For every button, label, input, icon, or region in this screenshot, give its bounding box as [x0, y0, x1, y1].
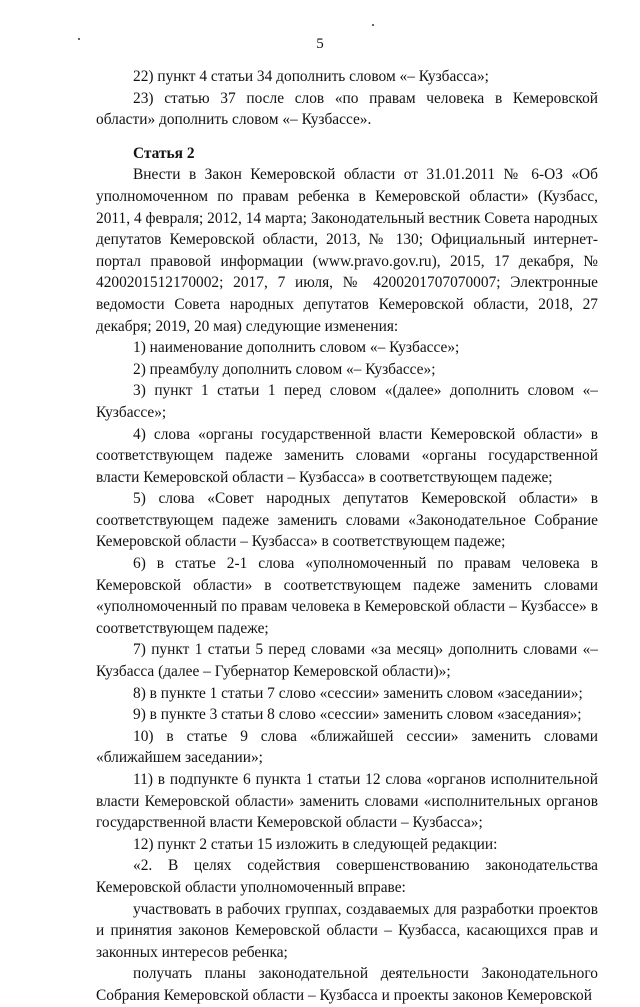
paragraph: 12) пункт 2 статьи 15 изложить в следующей редакции:	[133, 835, 498, 853]
paragraph: Внести в Закон Кемеровской области от 31.01.2011 № 6-ОЗ «Об уполномоченном по правам ребенка в Кемеровской области» (Кузбасс, 2011, 4 февраля; 2012, 14 марта; Законодательный вестник Совета народных депутатов Кемеровской области, 2013, № 130; Официальный интернет-портал правовой информации (www.pravo.gov.ru), 2015, 17 декабря, № 4200201512170002; 2017, 7 июля, № 4200201707070007; Электронные ведомости Совета народных депутатов Кемеровской области, 2018, 27 декабря; 2019, 20 мая) следующие изменения:	[96, 166, 598, 335]
scan-speck	[372, 24, 374, 26]
page-number: 5	[316, 36, 324, 52]
paragraph: 8) в пункте 1 статьи 7 слово «сессии» заменить словом «заседании»;	[133, 684, 583, 702]
paragraph: 4) слова «органы государственной власти Кемеровской области» в соответствующем падеже заменить словами «органы государственной власти Кемеровской области – Кузбасса» в соответствующем падеже;	[96, 425, 598, 486]
paragraph: 1) наименование дополнить словом «– Кузбассе»;	[133, 339, 460, 357]
paragraph: 6) в статье 2-1 слова «уполномоченный по правам человека в Кемеровской области» в соответствующем падеже заменить словами «уполномоченный по правам человека в Кемеровской области – Кузбассе» в соответствующем падеже;	[96, 555, 598, 637]
paragraph: 23) статью 37 после слов «по правам человека в Кемеровской области» дополнить словом «– Кузбассе».	[96, 89, 598, 129]
document-body	[96, 66, 598, 1007]
paragraph: «2. В целях содействия совершенствованию законодательства Кемеровской области уполномоченный вправе:	[96, 857, 598, 896]
paragraph: 10) в статье 9 слова «ближайшей сессии» заменить словами «ближайшем заседании»;	[96, 727, 598, 767]
paragraph: 9) в пункте 3 статьи 8 слово «сессии» заменить словом «заседания»;	[133, 706, 582, 724]
paragraph: получать планы законодательной деятельности Законодательного Собрания Кемеровской области – Кузбасса и проекты законов Кемеровской	[96, 965, 598, 1004]
paragraph: 2) преамбулу дополнить словом «– Кузбассе»;	[133, 360, 436, 378]
paragraph: 5) слова «Совет народных депутатов Кемеровской области» в соответствующем падеже заменить словами «Законодательное Собрание Кемеровской области – Кузбасса» в соответствующем падеже;	[96, 490, 598, 551]
paragraph: 3) пункт 1 статьи 1 перед словом «(далее» дополнить словом «– Кузбассе»;	[96, 382, 598, 421]
paragraph: 22) пункт 4 статьи 34 дополнить словом «– Кузбасса»;	[133, 68, 489, 85]
article-heading: Статья 2	[133, 144, 195, 162]
paragraph: 11) в подпункте 6 пункта 1 статьи 12 слова «органов исполнительной власти Кемеровской области» заменить словами «исполнительных органов государственной власти Кемеровской области – Кузбасса»;	[96, 771, 598, 832]
paragraph: участвовать в рабочих группах, создаваемых для разработки проектов и принятия законов Кемеровской области – Кузбасса, касающихся прав и законных интересов ребенка;	[96, 900, 598, 961]
paragraph: 7) пункт 1 статьи 5 перед словами «за месяц» дополнить словами «– Кузбасса (далее – Губернатор Кемеровской области)»;	[96, 641, 598, 681]
